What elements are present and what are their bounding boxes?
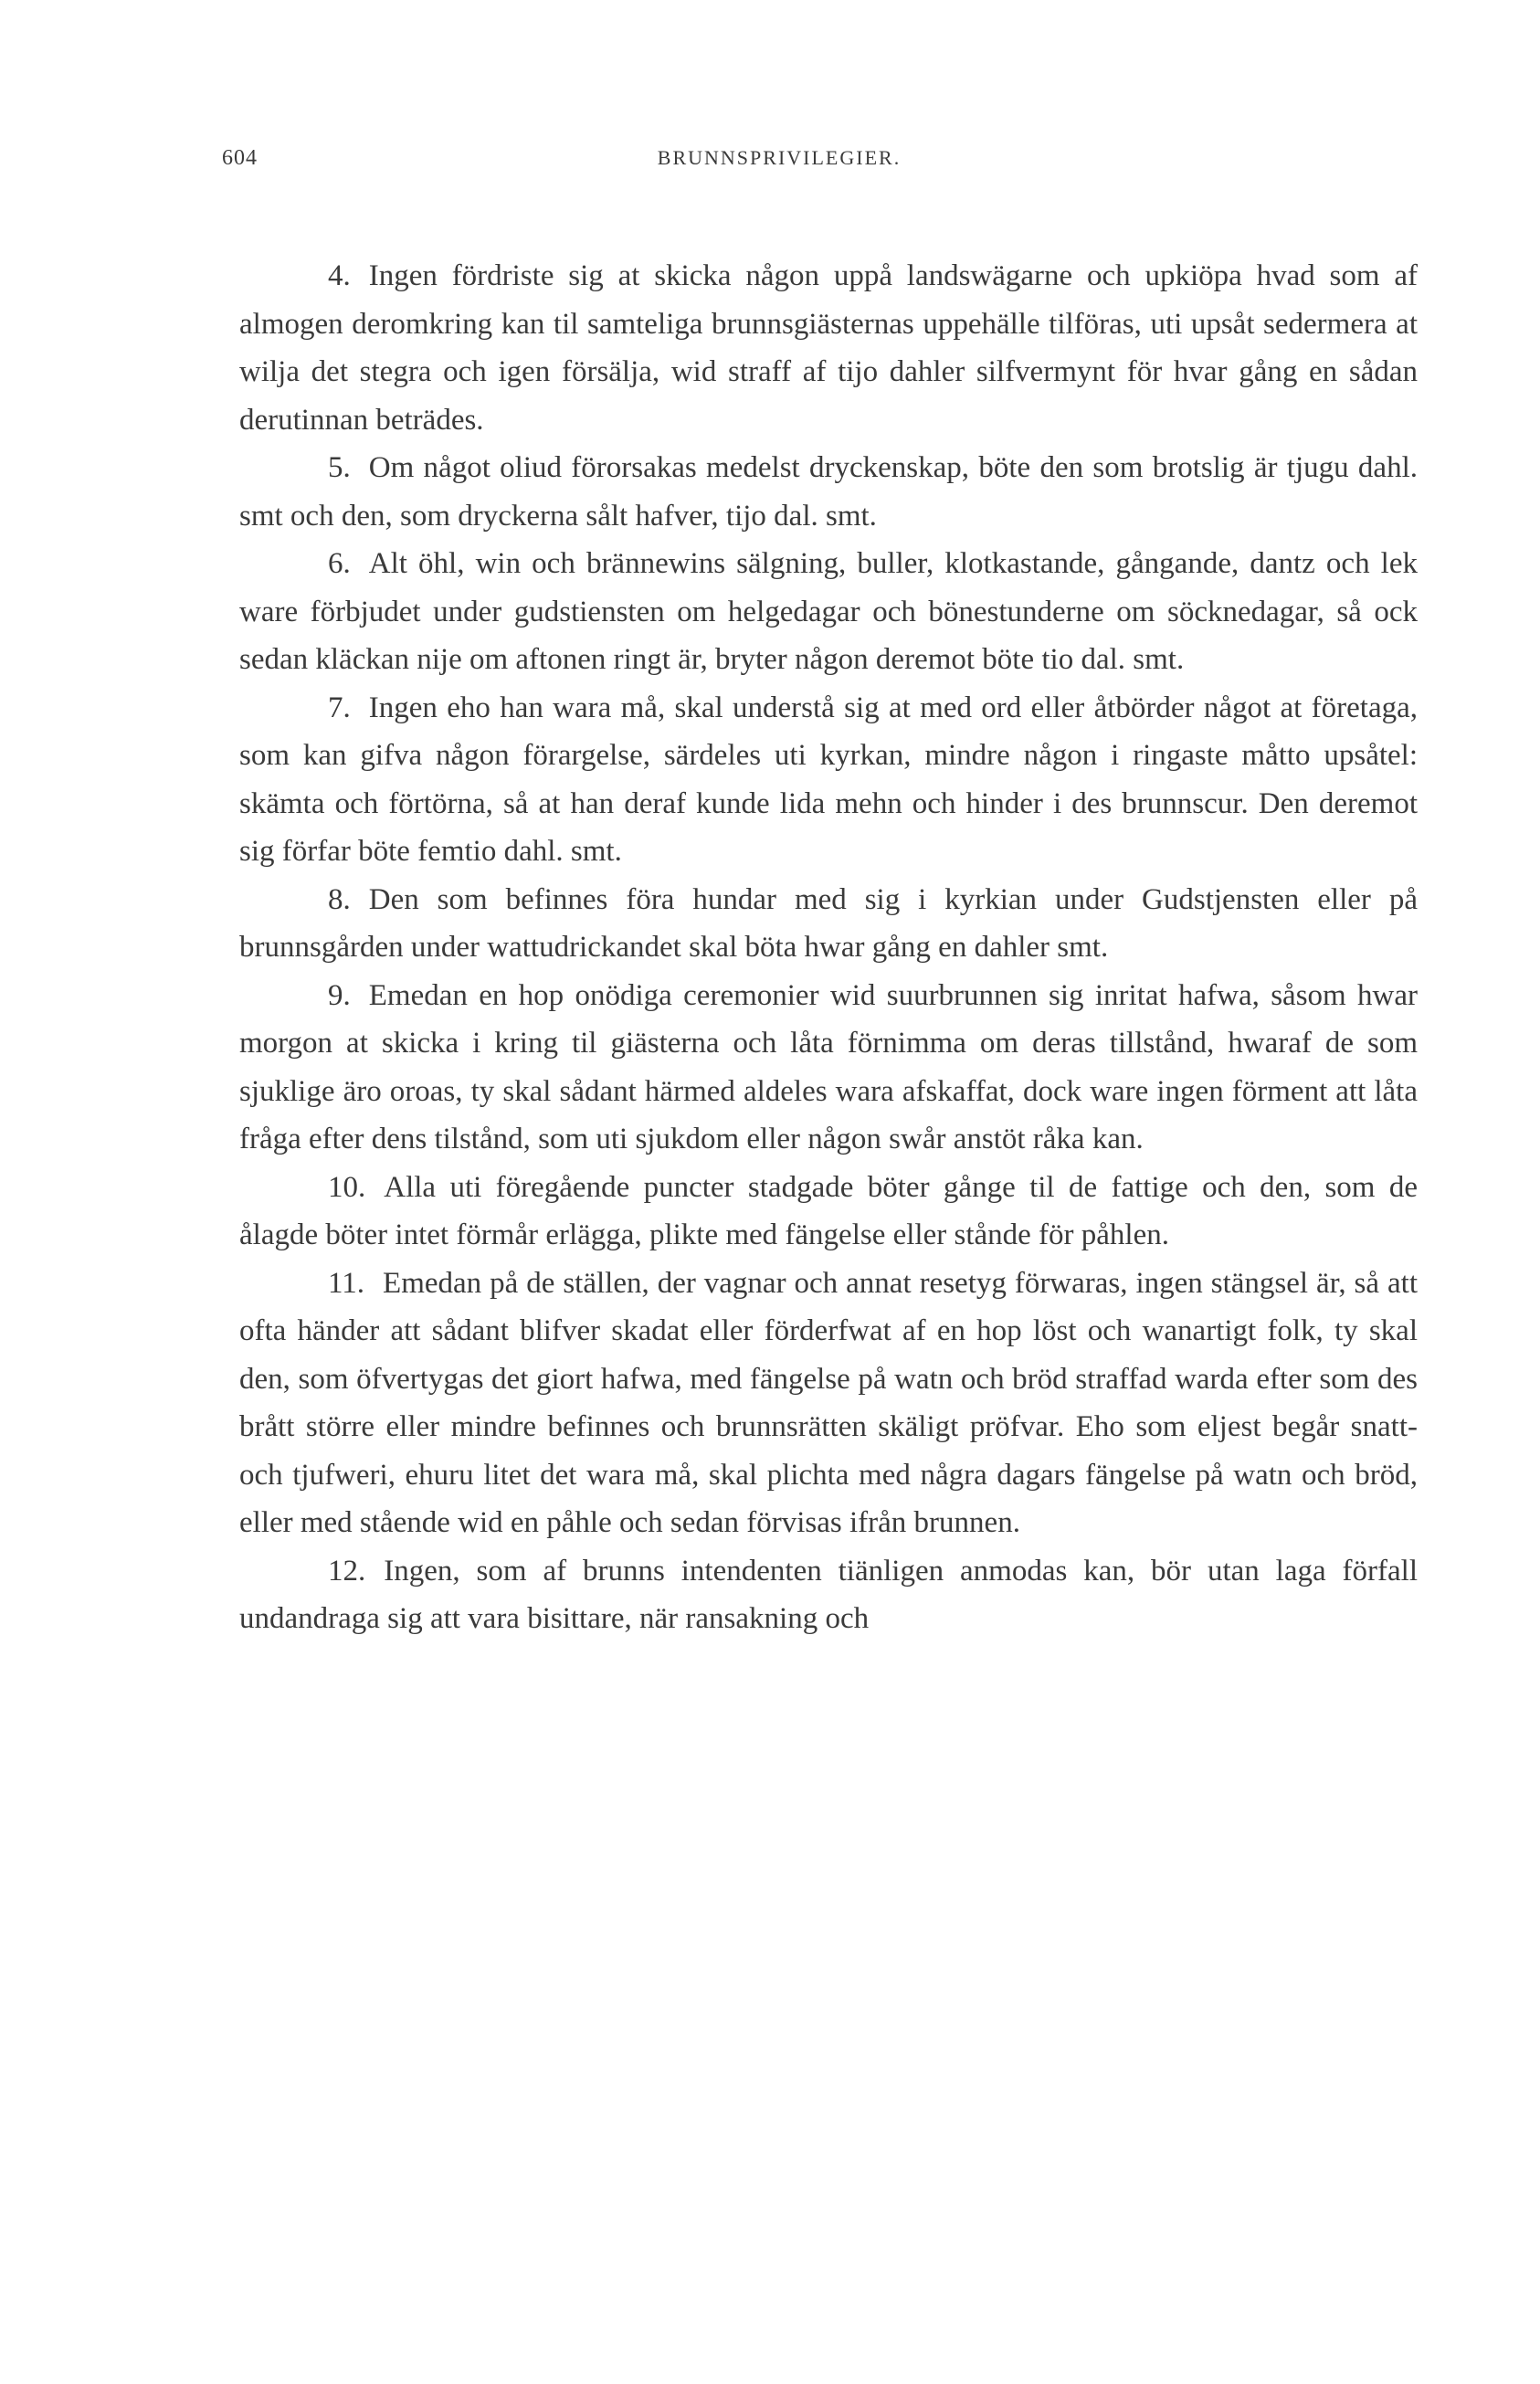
paragraph-number: 9. [328,978,351,1012]
paragraph-text: Ingen, som af brunns intendenten tiänligen anmodas kan, bör utan laga förfall undandraga sig att vara bisittare, när ransakning och [239,1554,1418,1635]
paragraph-text: Ingen eho han wara må, skal understå sig at med ord eller åtbörder något at företaga, som kan gifva någon förargelse, särdeles uti kyrkan, mindre någon i ringaste måtto upsåtel: skämta och förtörna, så at han deraf kunde lida mehn och hinder i des brunnscur. Den deremot sig förfar böte femtio dahl. smt. [239,691,1418,868]
paragraph-4 [239,252,1418,444]
paragraph-10 [239,1164,1418,1260]
paragraph-11 [239,1260,1418,1547]
paragraph-number: 10. [328,1170,366,1204]
paragraph-number: 12. [328,1554,366,1588]
paragraph-number: 11. [328,1266,365,1300]
paragraph-5 [239,444,1418,540]
paragraph-6 [239,540,1418,684]
paragraph-9 [239,972,1418,1164]
paragraph-number: 5. [328,451,351,484]
paragraph-text: Om något oliud förorsakas medelst dryckenskap, böte den som brotslig är tjugu dahl. smt och den, som dryckerna sålt hafver, tijo dal. smt. [239,451,1418,533]
paragraph-8 [239,876,1418,972]
paragraph-number: 8. [328,882,351,916]
paragraph-text: Emedan på de ställen, der vagnar och annat resetyg förwaras, ingen stängsel är, så att ofta händer att sådant blifver skadat eller förderfwat af en hop löst och wanartigt folk, ty skal den, som öfvertygas det giort hafwa, med fängelse på watn och bröd straffad warda efter som des brått större eller mindre befinnes och brunnsrätten skäligt pröfvar. Eho som eljest begår snatt- och tjufweri, ehuru litet det wara må, skal plichta med några dagars fängelse på watn och bröd, eller med stående wid en påhle och sedan förvisas ifrån brunnen. [239,1266,1418,1539]
body-text [239,252,1418,1643]
paragraph-12 [239,1547,1418,1643]
paragraph-text: Den som befinnes föra hundar med sig i kyrkian under Gudstjensten eller på brunnsgården under wattudrickandet skal böta hwar gång en dahler smt. [239,882,1418,964]
paragraph-number: 4. [328,259,351,292]
paragraph-text: Ingen fördriste sig at skicka någon uppå landswägarne och upkiöpa hvad som af almogen deromkring kan til samteliga brunnsgiästernas uppehälle tilföras, uti upsåt sedermera at wilja det stegra och igen försälja, wid straff af tijo dahler silfvermynt för hvar gång en sådan derutinnan beträdes. [239,259,1418,437]
paragraph-text: Emedan en hop onödiga ceremonier wid suurbrunnen sig inritat hafwa, såsom hwar morgon at skicka i kring til giästerna och låta förnimma om deras tillstånd, hwaraf de som sjuklige äro oroas, ty skal sådant härmed aldeles wara afskaffat, dock ware ingen förment att låta fråga efter dens tilstånd, som uti sjukdom eller någon swår anstöt råka kan. [239,978,1418,1155]
paragraph-7 [239,684,1418,876]
paragraph-text: Alt öhl, win och brännewins sälgning, buller, klotkastande, gångande, dantz och lek ware förbjudet under gudstiensten om helgedagar och bönestunderne om söcknedagar, så ock sedan kläckan nije om aftonen ringt är, bryter någon deremot böte tio dal. smt. [239,547,1418,676]
paragraph-number: 6. [328,547,351,580]
running-head [222,146,1336,179]
paragraph-number: 7. [328,691,351,724]
paragraph-text: Alla uti föregående puncter stadgade böter gånge til de fattige och den, som de ålagde böter intet förmår erlägga, plikte med fängelse eller stånde för påhlen. [239,1170,1418,1251]
header-title: BRUNNSPRIVILEGIER. [657,146,902,169]
page-number: 604 [222,146,258,170]
